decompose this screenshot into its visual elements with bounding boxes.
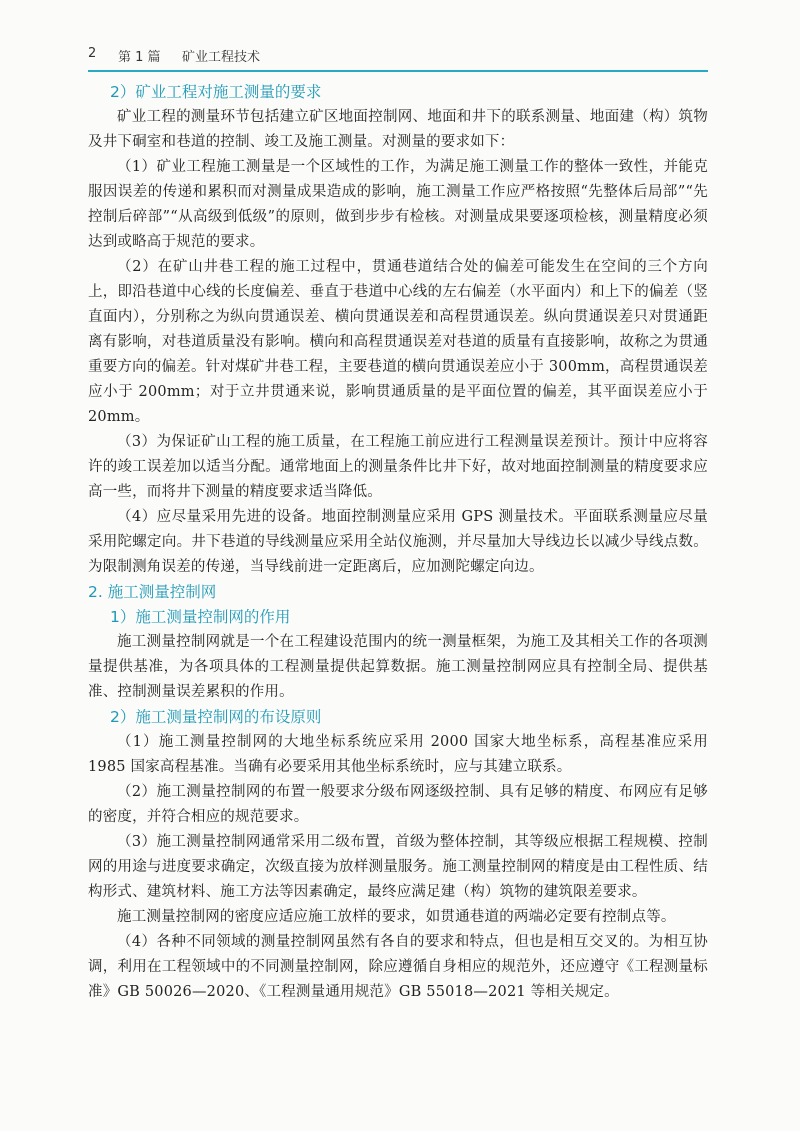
paragraph-network-role: 施工测量控制网就是一个在工程建设范围内的统一测量框架，为施工及其相关工作的各项测量提供基准，为各项具体的工程测量提供起算数据。施工测量控制网应具有控制全局、提供基准、控制测量误差累积的作用。 — [88, 634, 708, 700]
running-header — [88, 44, 708, 66]
paragraph-principle-3-density: 施工测量控制网的密度应适应施工放样的要求，如贯通巷道的两端必定要有控制点等。 — [117, 909, 676, 925]
paragraph-principle-2: （2）施工测量控制网的布置一般要求分级布网逐级控制、具有足够的精度、布网应有足够的密度，并符合相应的规范要求。 — [88, 784, 708, 825]
chapter-title: 矿业工程技术 — [182, 50, 261, 65]
subsection-heading-network-role: 1）施工测量控制网的作用 — [110, 608, 291, 626]
page-number: 2 — [88, 46, 97, 61]
paragraph-item-1: （1）矿业工程施工测量是一个区域性的工作，为满足施工测量工作的整体一致性，并能克服因误差的传递和累积而对测量成果造成的影响，施工测量工作应严格按照“先整体后局部”“先控制后碎部”“从高级到低级”的原则，做到步步有检核。对测量成果要逐项检核，测量精度必须达到或略高于规范的要求。 — [88, 159, 708, 250]
header-rule — [88, 70, 708, 72]
paragraph-item-3: （3）为保证矿山工程的施工质量，在工程施工前应进行工程测量误差预计。预计中应将容许的竣工误差加以适当分配。通常地面上的测量条件比井下好，故对地面控制测量的精度要求应高一些，而将井下测量的精度要求适当降低。 — [88, 434, 708, 500]
page-body — [88, 80, 708, 1005]
paragraph-principle-1: （1）施工测量控制网的大地坐标系统应采用 2000 国家大地坐标系，高程基准应采用 1985 国家高程基准。当确有必要采用其他坐标系统时，应与其建立联系。 — [88, 734, 708, 775]
paragraph-item-2: （2）在矿山井巷工程的施工过程中，贯通巷道结合处的偏差可能发生在空间的三个方向上，即沿巷道中心线的长度偏差、垂直于巷道中心线的左右偏差（水平面内）和上下的偏差（竖直面内），分别称之为纵向贯通误差、横向贯通误差和高程贯通误差。纵向贯通误差只对贯通距离有影响，对巷道质量没有影响。横向和高程贯通误差对巷道的质量有直接影响，故称之为贯通重要方向的偏差。针对煤矿井巷工程，主要巷道的横向贯通误差应小于 300mm，高程贯通误差应小于 200mm；对于立井贯通来说，影响贯通质量的是平面位置的偏差，其平面误差应小于 20mm。 — [88, 259, 708, 425]
section-heading-control-network: 2. 施工测量控制网 — [88, 583, 217, 601]
paragraph-item-4: （4）应尽量采用先进的设备。地面控制测量应采用 GPS 测量技术。平面联系测量应尽量采用陀螺定向。井下巷道的导线测量应采用全站仪施测，并尽量加大导线边长以减少导线点数。为限制测角误差的传递，当导线前进一定距离后，应加测陀螺定向边。 — [88, 509, 708, 575]
part-label: 第 1 篇 — [118, 50, 161, 65]
paragraph-principle-3: （3）施工测量控制网通常采用二级布置，首级为整体控制，其等级应根据工程规模、控制网的用途与进度要求确定，次级直接为放样测量服务。施工测量控制网的精度是由工程性质、结构形式、建筑材料、施工方法等因素确定，最终应满足建（构）筑物的建筑限差要求。 — [88, 834, 708, 900]
paragraph-intro: 矿业工程的测量环节包括建立矿区地面控制网、地面和井下的联系测量、地面建（构）筑物及井下硐室和巷道的控制、竣工及施工测量。对测量的要求如下： — [88, 109, 708, 150]
section-heading-survey-requirements: 2）矿业工程对施工测量的要求 — [110, 83, 322, 101]
subsection-heading-layout-principles: 2）施工测量控制网的布设原则 — [110, 708, 322, 726]
paragraph-principle-4: （4）各种不同领域的测量控制网虽然有各自的要求和特点，但也是相互交叉的。为相互协调，利用在工程领域中的不同测量控制网，除应遵循自身相应的规范外，还应遵守《工程测量标准》GB 50026—2020、《工程测量通用规范》GB 55018—2021 等相关规定。 — [88, 934, 708, 1000]
